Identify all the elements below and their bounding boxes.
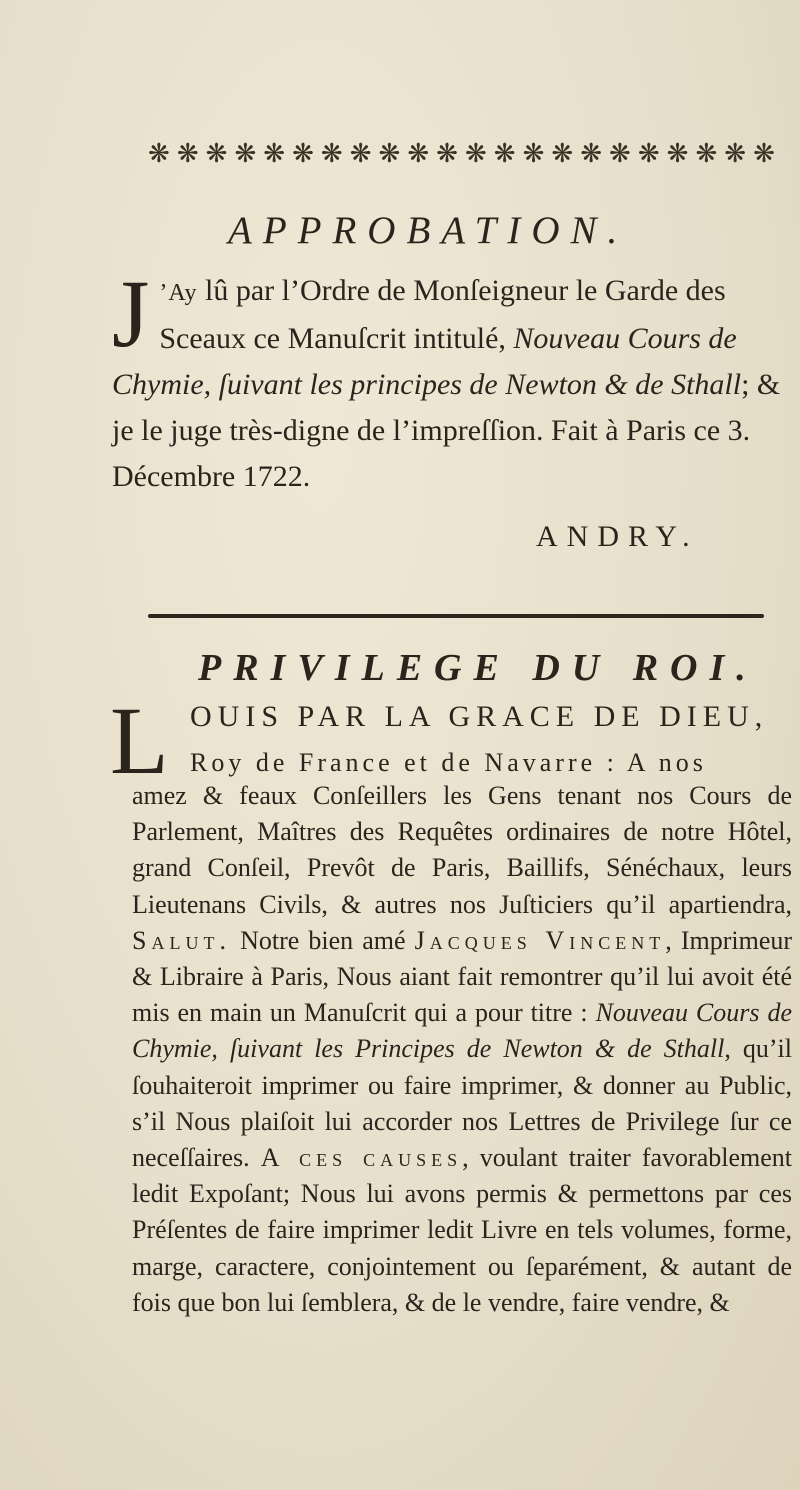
ornament-glyph: ❋ bbox=[695, 139, 716, 168]
privilege-title: PRIVILEGE DU ROI. bbox=[198, 647, 758, 689]
privilege-text-c: , Imprimeur & Libraire à Paris, Nous aiant fait remontrer qu’il lui avoit été mis en main un Manuſcrit qui a pour titre : bbox=[132, 925, 793, 1028]
ornament-glyph: ❋ bbox=[609, 139, 629, 168]
drop-cap-l: L bbox=[110, 687, 169, 794]
printer-name: Jacques Vincent bbox=[414, 925, 666, 955]
ornament-glyph: ❋ bbox=[522, 139, 543, 168]
ornament-glyph: ❋ bbox=[580, 139, 600, 168]
privilege-text-b: Notre bien amé bbox=[230, 925, 415, 955]
ornament-glyph: ❋ bbox=[378, 139, 399, 168]
ornament-glyph: ❋ bbox=[407, 139, 428, 168]
ornament-glyph: ❋ bbox=[234, 139, 255, 168]
ornament-glyph: ❋ bbox=[292, 139, 312, 168]
privilege-text-d: , qu’il ſouhaiteroit imprimer ou faire imprimer, & donner au Public, s’il Nous plaiſoit lui accorder nos Lettres de Privilege ſur ce neceſſaires. bbox=[132, 1034, 792, 1173]
ornament-glyph: ❋ bbox=[753, 139, 773, 168]
privilege-second-line: Roy de France et de Navarre : A nos bbox=[190, 748, 707, 777]
drop-cap-j: J bbox=[112, 260, 150, 367]
ornament-border bbox=[148, 133, 773, 175]
divider-rule bbox=[148, 614, 764, 618]
ornament-glyph: ❋ bbox=[666, 139, 687, 168]
ornament-glyph: ❋ bbox=[493, 139, 514, 168]
ornament-glyph: ❋ bbox=[148, 139, 168, 168]
privilege-book-title: Nouveau Cours de Chymie, ſuivant les Principes de Newton & de Sthall bbox=[132, 998, 792, 1064]
ornament-glyph: ❋ bbox=[551, 139, 572, 168]
ornament-glyph: ❋ bbox=[637, 139, 658, 168]
ces-causes: A ces causes bbox=[260, 1143, 463, 1173]
book-title-italic: Nouveau Cours de Chymie, ſuivant les principes de Newton & de Sthall bbox=[112, 322, 742, 401]
approbation-paragraph bbox=[112, 260, 792, 500]
privilege-text-e: , voulant traiter favorablement ledit Expoſant; Nous lui avons permis & permettons par ces Préſentes de faire imprimer ledit Livre en tels volumes, forme, marge, caractere, conjointement ou ſeparément, & autant de fois que bon lui ſemblera, & de le vendre, faire vendre, & bbox=[132, 1143, 793, 1317]
approbation-text-a: lû par l’Ordre de Monſeigneur le Garde des Sceaux ce Manuſcrit intitulé, bbox=[159, 274, 726, 355]
ornament-glyph: ❋ bbox=[724, 139, 745, 168]
first-word: ’Ay bbox=[159, 280, 198, 306]
ornament-glyph: ❋ bbox=[263, 139, 284, 168]
ornament-glyph: ❋ bbox=[320, 139, 341, 168]
ornament-glyph: ❋ bbox=[464, 139, 485, 168]
privilege-text-a: amez & feaux Conſeillers les Gens tenant nos Cours de Parlement, Maîtres des Requêtes ordinaires de notre Hôtel, grand Conſeil, Prevôt de Paris, Baillifs, Sénéchaux, leurs Lieutenans Civils, & autres nos Juſticiers qu’il apartiendra, bbox=[132, 781, 792, 919]
salut-word: Salut. bbox=[132, 925, 231, 955]
approbation-title: APPROBATION. bbox=[228, 209, 629, 252]
privilege-first-line: OUIS PAR LA GRACE DE DIEU, bbox=[190, 700, 769, 733]
ornament-glyph: ❋ bbox=[349, 139, 370, 168]
ornament-glyph: ❋ bbox=[176, 139, 197, 168]
ornament-glyph: ❋ bbox=[436, 139, 456, 168]
signature: ANDRY. bbox=[536, 520, 699, 553]
approbation-text-b: ; & je le juge très-digne de l’impreſſion. Fait à Paris ce 3. Décembre 1722. bbox=[112, 368, 781, 493]
ornament-glyph: ❋ bbox=[205, 139, 226, 168]
privilege-body bbox=[132, 778, 792, 1321]
